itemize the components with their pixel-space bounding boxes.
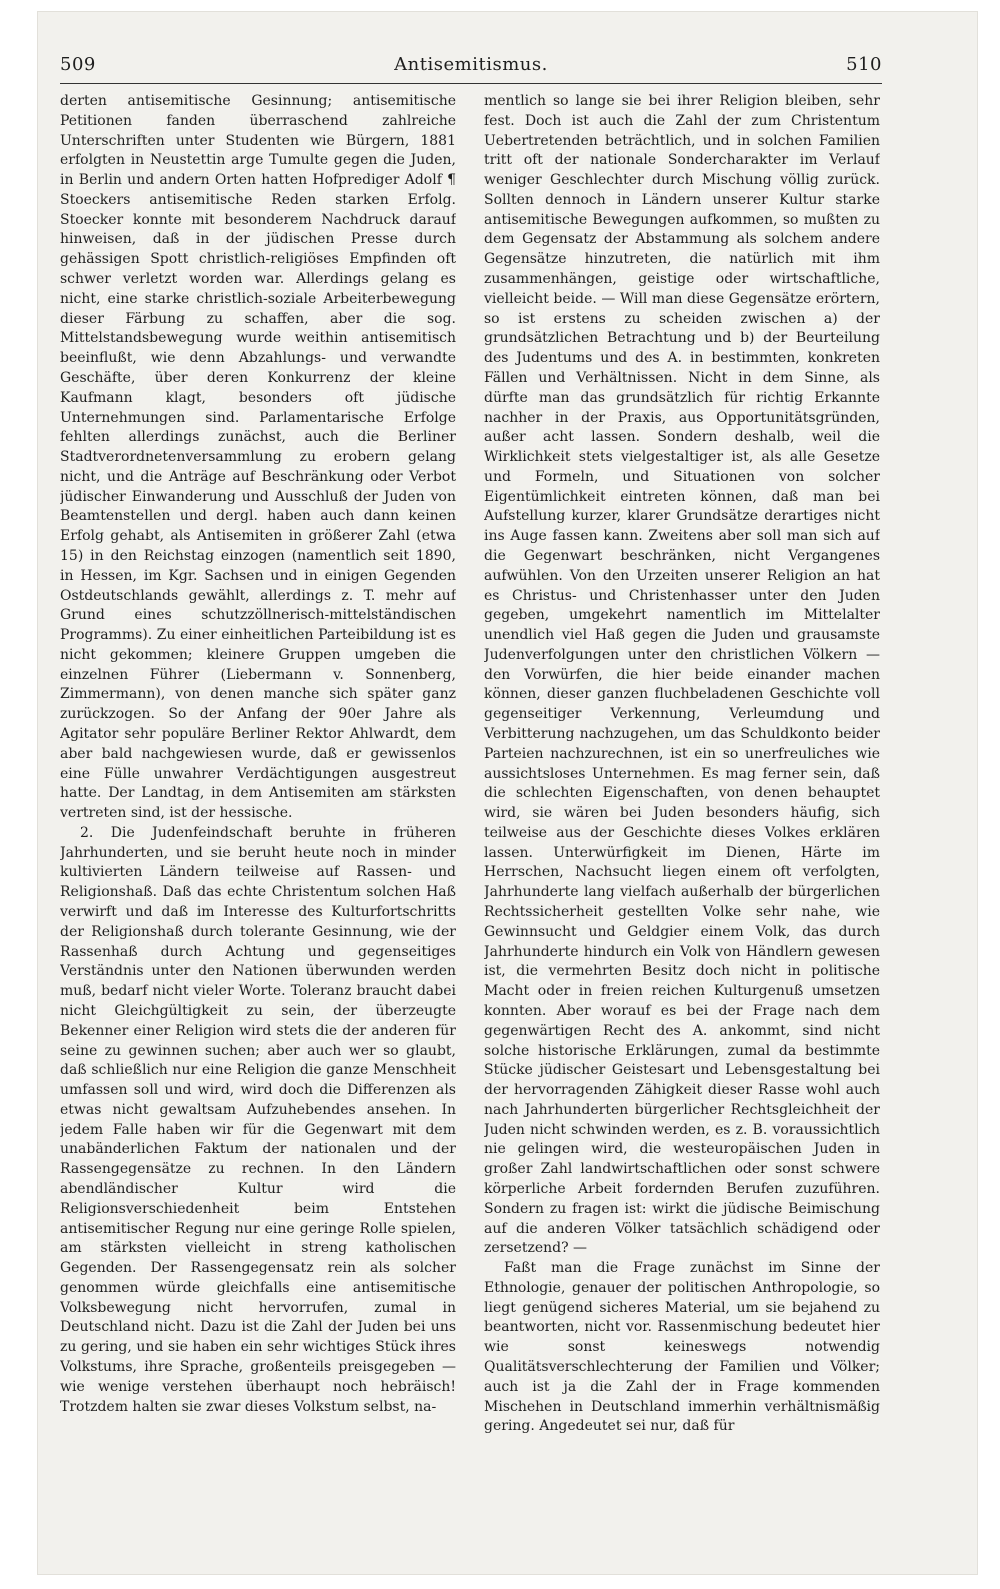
- page-number-left: 509: [60, 54, 96, 75]
- paragraph: 2. Die Judenfeindschaft beruhte in früheren Jahrhunderten, und sie beruht heute noch in minder kultivierten Ländern teilweise auf Rassen- und Religionshaß. Daß das echte Christentum solchen Haß verwirft und daß im Interesse des Kulturfortschritts der Religionshaß durch tolerante Gesinnung, wie der Rassenhaß durch Achtung und gegenseitiges Verständnis unter den Nationen überwunden werden muß, bedarf nicht vieler Worte. Toleranz braucht dabei nicht Gleichgültigkeit zu sein, der überzeugte Bekenner einer Religion wird stets die der anderen für seine zu gewinnen suchen; aber auch wer so glaubt, daß schließlich nur eine Religion die ganze Menschheit umfassen soll und wird, wird doch die Differenzen als etwas nicht gewaltsam Aufzuhebendes ansehen. In jedem Falle haben wir für die Gegenwart mit dem unabänderlichen Faktum der nationalen und der Rassengegensätze zu rechnen. In den Ländern abendländischer Kultur wird die Religionsverschiedenheit beim Entstehen antisemitischer Regung nur eine geringe Rolle spielen, am stärksten vielleicht in streng katholischen Gegenden. Der Rassengegensatz rein als solcher genommen würde gleichfalls eine antisemitische Volksbewegung nicht hervorrufen, zumal in Deutschland nicht. Dazu ist die Zahl der Juden bei uns zu gering, und sie haben ein sehr wichtiges Stück ihres Volkstums, ihre Sprache, großenteils preisgegeben — wie wenige verstehen überhaupt noch hebräisch! Trotzdem halten sie zwar dieses Volkstum selbst, na-: [60, 824, 456, 1415]
- paragraph: mentlich so lange sie bei ihrer Religion bleiben, sehr fest. Doch ist auch die Zahl der zum Christentum Uebertretenden beträchtlich, und in solchen Familien tritt oft der nationale Sondercharakter im Verlauf weniger Geschlechter durch Mischung völlig zurück. Sollten dennoch in Ländern unserer Kultur starke antisemitische Bewegungen aufkommen, so mußten zu dem Gegensatz der Abstammung als solchem andere Gegensätze hinzutreten, die natürlich mit ihm zusammenhängen, geistige oder wirtschaftliche, vielleicht beide. — Will man diese Gegensätze erörtern, so ist erstens zu scheiden zwischen a) der grundsätzlichen Betrachtung und b) der Beurteilung des Judentums und des A. in bestimmten, konkreten Fällen und Verhältnissen. Nicht in dem Sinne, als dürfte man das grundsätzlich für richtig Erkannte nachher in der Praxis, aus Opportunitätsgründen, außer acht lassen. Sondern deshalb, weil die Wirklichkeit stets vielgestaltiger ist, als alle Gesetze und Formeln, und Situationen von solcher Eigentümlichkeit eintreten können, daß man bei Aufstellung kurzer, klarer Grundsätze derartiges nicht ins Auge fassen kann. Zweitens aber soll man sich auf die Gegenwart beschränken, nicht Vergangenes aufwühlen. Von den Urzeiten unserer Religion an hat es Christus- und Christenhasser unter den Juden gegeben, umgekehrt namentlich im Mittelalter unendlich viel Haß gegen die Juden und grausamste Judenverfolgungen unter den christlichen Völkern — den Vorwürfen, die hier beide einander machen können, dieser ganzen fluchbeladenen Geschichte voll gegenseitiger Verkennung, Verleumdung und Verbitterung nachzugehen, um das Schuldkonto beider Parteien nachzurechnen, ist ein so unerfreuliches wie aussichtsloses Unternehmen. Es mag ferner sein, daß die schlechten Eigenschaften, von denen behauptet wird, sie wären bei Juden besonders häufig, sich teilweise aus der Geschichte dieses Volkes erklären lassen. Unterwürfigkeit im Dienen, Härte im Herrschen, Nachsucht liegen einem oft verfolgten, Jahrhunderte lang vielfach außerhalb der bürgerlichen Rechtssicherheit gestellten Volke sehr nahe, wie Gewinnsucht und Geldgier einem Volk, das durch Jahrhunderte hindurch ein Volk von Händlern gewesen ist, die vermehrten Besitz doch nicht in politische Macht oder in freien reichen Kulturgenuß umsetzen konnten. Aber worauf es bei der Frage nach dem gegenwärtigen Recht des A. ankommt, sind nicht solche historische Erklärungen, zumal da bestimmte Stücke jüdischer Geistesart und Lebensgestaltung bei der hervorragenden Zähigkeit dieser Rasse wohl auch nach Jahrhunderten bürgerlicher Rechtsgleichheit der Juden nicht schwinden werden, es z. B. voraussichtlich nie gelingen wird, die westeuropäischen Juden in großer Zahl landwirtschaftlichen oder sonst schwere körperliche Arbeit fordernden Berufen zuzuführen. Sondern zu fragen ist: wirkt die jüdische Beimischung auf die anderen Völker tatsächlich schädigend oder zersetzend? —: [484, 93, 880, 1257]
- left-column: [60, 92, 456, 1437]
- running-title: Antisemitismus.: [394, 54, 548, 75]
- page-number-right: 510: [846, 54, 882, 75]
- right-column: [484, 92, 880, 1437]
- paragraph: derten antisemitische Gesinnung; antisemitische Petitionen fanden überraschend zahlreiche Unterschriften unter Studenten wie Bürgern, 1881 erfolgten in Neustettin arge Tumulte gegen die Juden, in Berlin und andern Orten hatten Hofprediger Adolf ¶ Stoeckers antisemitische Reden starken Erfolg. Stoecker konnte mit besonderem Nachdruck darauf hinweisen, daß in der jüdischen Presse durch gehässigen Spott christlich-religiöses Empfinden oft schwer verletzt worden war. Allerdings gelang es nicht, eine starke christlich-soziale Arbeiterbewegung dieser Färbung zu schaffen, aber die sog. Mittelstandsbewegung wurde weithin antisemitisch beeinflußt, wie denn Abzahlungs- und verwandte Geschäfte, über deren Konkurrenz der kleine Kaufmann klagt, besonders oft jüdische Unternehmungen sind. Parlamentarische Erfolge fehlten allerdings zunächst, auch die Berliner Stadtverordnetenversammlung zu erobern gelang nicht, und die Anträge auf Beschränkung oder Verbot jüdischer Einwanderung und Ausschluß der Juden von Beamtenstellen und dergl. haben auch dann keinen Erfolg gehabt, als Antisemiten in größerer Zahl (etwa 15) in den Reichstag einzogen (namentlich seit 1890, in Hessen, im Kgr. Sachsen und in einigen Gegenden Ostdeutschlands gewählt, allerdings z. T. mehr auf Grund eines schutzzöllnerisch-mittelständischen Programms). Zu einer einheitlichen Parteibildung ist es nicht gekommen; kleinere Gruppen umgeben die einzelnen Führer (Liebermann v. Sonnenberg, Zimmermann), von denen manche sich später ganz zurückzogen. So der Anfang der 90er Jahre als Agitator sehr populäre Berliner Rektor Ahlwardt, dem aber bald nachgewiesen wurde, daß er gewissenlos eine Fülle unwahrer Verdächtigungen ausgestreut hatte. Der Landtag, in dem Antisemiten am stärksten vertreten sind, ist der hessische.: [60, 93, 456, 822]
- page-header: [60, 54, 882, 80]
- paragraph: Faßt man die Frage zunächst im Sinne der Ethnologie, genauer der politischen Anthropologie, so liegt genügend sicheres Material, um sie bejahend zu beantworten, nicht vor. Rassenmischung bedeutet hier wie sonst keineswegs notwendig Qualitätsverschlechterung der Familien und Völker; auch ist ja die Zahl der in Frage kommenden Mischehen in Deutschland immerhin verhältnismäßig gering. Angedeutet sei nur, daß für: [484, 1260, 880, 1435]
- header-rule: [60, 83, 882, 84]
